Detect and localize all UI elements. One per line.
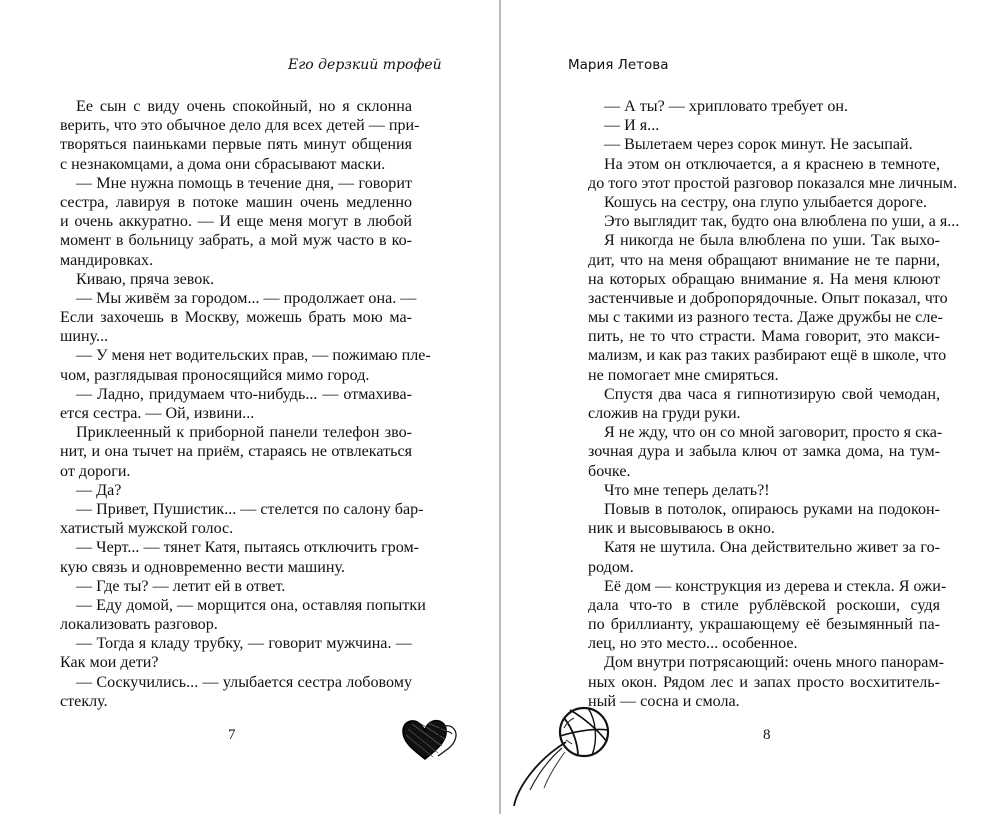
text-line: Дом внутри потрясающий: очень много панорам-	[604, 654, 944, 672]
text-line: момент в больницу забрать, а мой муж часто в ко-	[60, 232, 412, 250]
text-line: дала что-то в стиле рублёвской роскоши, судя	[588, 596, 940, 614]
text-line: мализм, и как раз таких разбирают ещё в школе, что	[588, 347, 947, 365]
text-line: творяться паиньками первые пять минут общения	[60, 136, 412, 154]
text-line: — Соскучились... — улыбается сестра лобовому	[76, 673, 412, 691]
text-line: Спустя два часа я гипнотизирую свой чемодан,	[604, 385, 940, 403]
text-line: Что мне теперь делать?!	[604, 481, 770, 499]
book-spine	[499, 0, 501, 814]
text-line: ник и высовываюсь в окно.	[588, 520, 775, 538]
text-line: не помогает мне смиряться.	[588, 366, 779, 384]
text-line: Приклеенный к приборной панели телефон зво-	[76, 424, 412, 442]
text-line: На этом он отключается, а я краснею в темноте,	[604, 155, 940, 173]
text-line: — Черт... — тянет Катя, пытаясь отключить гром-	[76, 539, 420, 557]
text-line: Как мои дети?	[60, 654, 159, 672]
text-line: сестра, лавируя в потоке машин очень медленно	[60, 193, 412, 211]
text-line: — Да?	[76, 481, 122, 499]
text-line: Если захочешь в Москву, можешь брать мою ма-	[60, 309, 412, 327]
text-line: кую связь и одновременно вести машину.	[60, 558, 345, 576]
right-page-number: 8	[763, 727, 771, 743]
left-page-text	[60, 97, 431, 711]
left-page-number: 7	[228, 727, 236, 743]
text-line: Я не жду, что он со мной заговорит, просто я ска-	[604, 424, 943, 442]
text-line: сложив на груди руки.	[588, 405, 741, 422]
basketball-sketch-icon	[508, 700, 613, 812]
right-page-text	[588, 97, 960, 711]
text-line: — У меня нет водительских прав, — пожимаю пле-	[76, 347, 431, 365]
text-line: мандировках.	[60, 251, 154, 269]
left-running-head: Его дерзкий трофей	[288, 57, 442, 73]
text-line: локализовать разговор.	[60, 616, 218, 634]
text-line: стеклу.	[60, 692, 108, 710]
text-line: по бриллианту, украшающему её безымянный па-	[588, 616, 940, 634]
text-line: родом.	[588, 558, 634, 576]
text-line: чом, разглядывая проносящийся мимо город.	[60, 366, 370, 384]
text-line: — И я...	[604, 117, 660, 135]
text-line: Я никогда не была влюблена по уши. Так выхо-	[604, 232, 940, 250]
text-line: — Еду домой, — морщится она, оставляя попытки	[76, 596, 426, 614]
text-line: — А ты? — хрипловато требует он.	[604, 98, 849, 115]
text-line: Это выглядит так, будто она влюблена по уши, а я...	[604, 213, 960, 231]
text-line: — Тогда я кладу трубку, — говорит мужчина. —	[76, 635, 412, 653]
text-line: Киваю, пряча зевок.	[76, 270, 215, 288]
text-line: Кошусь на сестру, она глупо улыбается дороге.	[604, 193, 927, 211]
text-line: — Мне нужна помощь в течение дня, — говорит	[76, 174, 412, 192]
text-line: — Где ты? — летит ей в ответ.	[76, 577, 286, 595]
text-line: лец, но это место... особенное.	[588, 635, 798, 653]
text-line: верить, что это обычное дело для всех детей — при-	[60, 117, 420, 135]
text-line: хатистый мужской голос.	[60, 520, 234, 538]
right-running-head: Мария Летова	[568, 57, 669, 73]
text-line: дит, что на меня обращают внимание не те парни,	[588, 251, 940, 269]
text-line: Катя не шутила. Она действительно живет за го-	[604, 539, 940, 557]
text-line: ных окон. Рядом лес и запах просто восхититель-	[588, 673, 940, 691]
text-line: зочная дура и забыла ключ от замка дома, на тум-	[588, 443, 940, 461]
heart-scribble-icon	[398, 713, 468, 763]
text-line: — Вылетаем через сорок минут. Не засыпай.	[604, 136, 913, 154]
text-line: Повыв в потолок, опираюсь руками на подокон-	[604, 500, 940, 518]
text-line: мы с такими из разного теста. Даже дружбы не сле-	[588, 309, 943, 327]
text-line: ется сестра. — Ой, извини...	[60, 405, 255, 422]
text-line: нит, и она тычет на приём, стараясь не отвлекаться	[60, 443, 412, 461]
text-line: шину...	[60, 328, 109, 346]
text-line: с незнакомцами, а дома они сбрасывают маски.	[60, 155, 386, 173]
text-line: — Привет, Пушистик... — стелется по салону бар-	[76, 500, 424, 518]
text-line: от дороги.	[60, 462, 131, 480]
text-line: Ее сын с виду очень спокойный, но я склонна	[76, 98, 412, 115]
text-line: до того этот простой разговор показался мне личным.	[588, 174, 958, 192]
text-line: ный — сосна и смола.	[588, 692, 740, 710]
text-line: застенчивые и добропорядочные. Опыт показал, что	[588, 289, 948, 307]
text-line: Её дом — конструкция из дерева и стекла. Я ожи-	[604, 577, 947, 595]
text-line: — Мы живём за городом... — продолжает она. —	[76, 289, 417, 307]
text-line: пить, не то что страсти. Мама говорит, это макси-	[588, 328, 940, 346]
text-line: бочке.	[588, 462, 631, 480]
text-line: и очень аккуратно. — И еще меня могут в любой	[60, 213, 412, 231]
text-line: на которых обращаю внимание я. На меня клюют	[588, 270, 940, 288]
text-line: — Ладно, придумаем что-нибудь... — отмахива-	[76, 385, 412, 403]
